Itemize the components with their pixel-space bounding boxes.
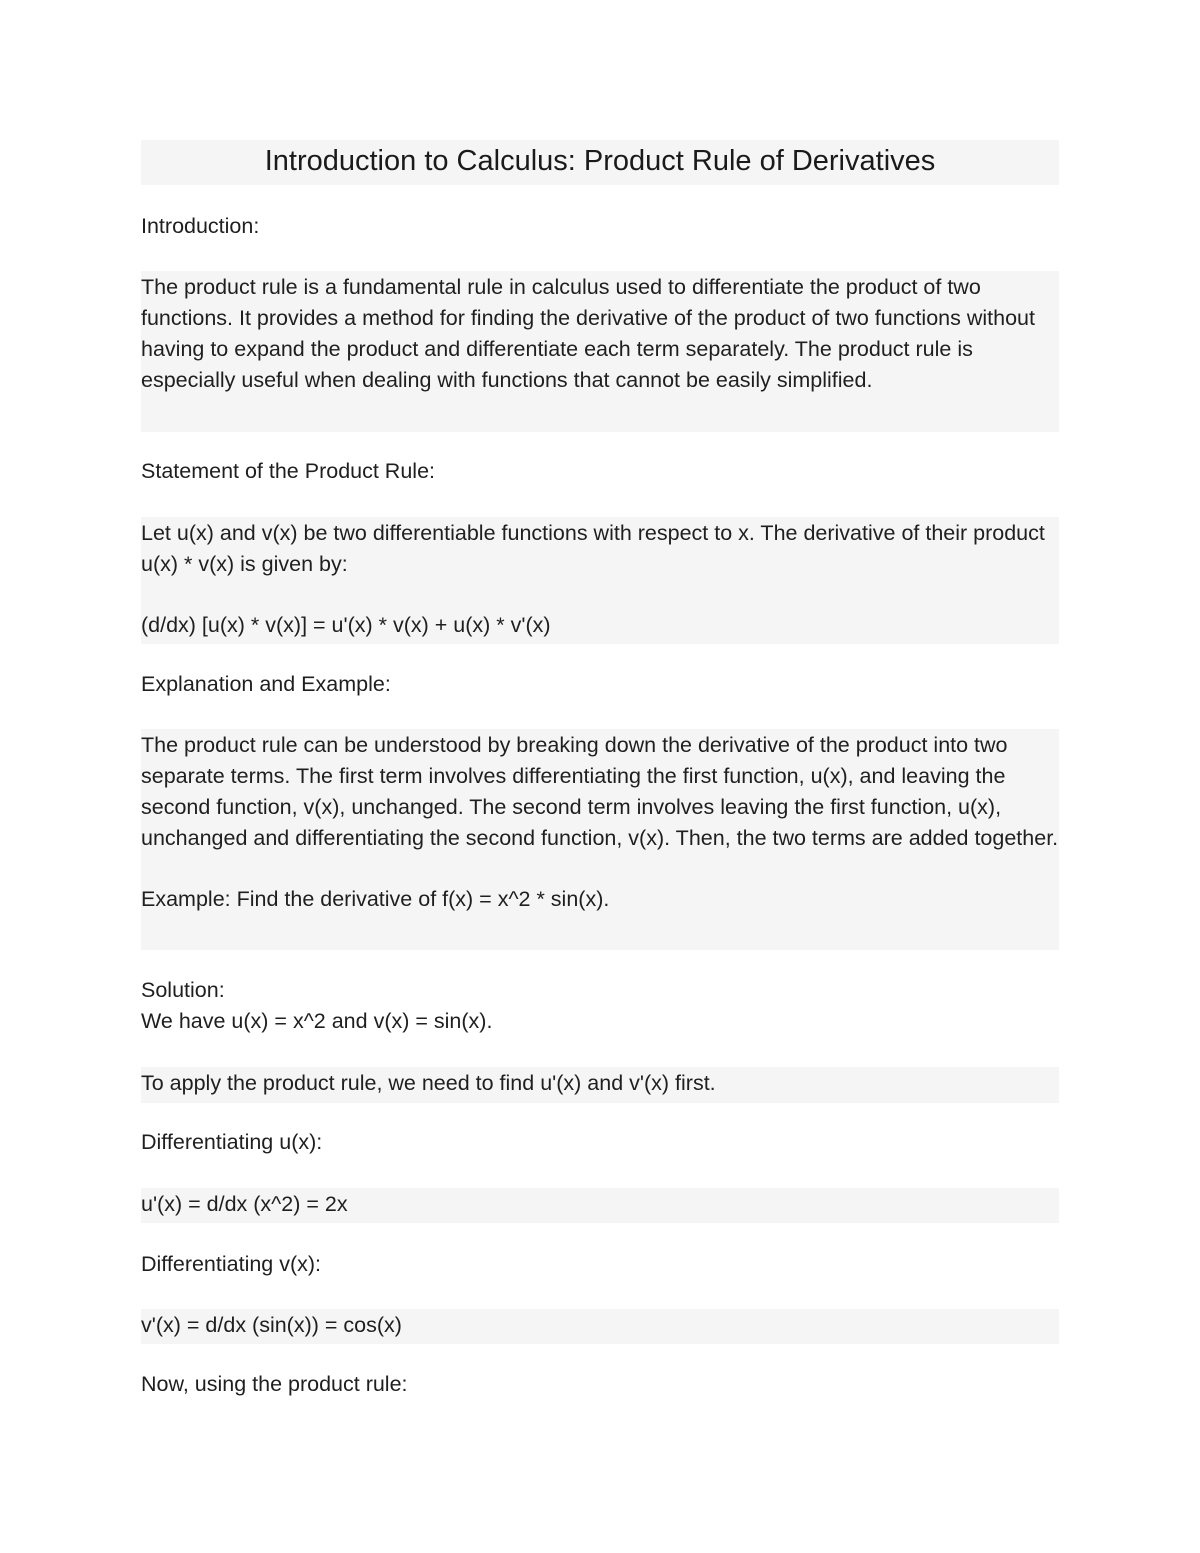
solution-text: We have u(x) = x^2 and v(x) = sin(x). (141, 1009, 493, 1033)
apply-text: To apply the product rule, we need to find u'(x) and v'(x) first. (141, 1067, 1059, 1103)
statement-formula: (d/dx) [u(x) * v(x)] = u'(x) * v(x) + u(x) * v'(x) (141, 613, 551, 637)
explanation-block (141, 729, 1059, 950)
explanation-gap (141, 854, 1059, 884)
statement-heading: Statement of the Product Rule: (141, 459, 435, 483)
diff-v-result: v'(x) = d/dx (sin(x)) = cos(x) (141, 1309, 1059, 1344)
diff-v-heading: Differentiating v(x): (141, 1252, 322, 1276)
intro-text: The product rule is a fundamental rule in calculus used to differentiate the product of two functions. It provides a method for finding the derivative of the product of two functions without having to expand the product and differentiate each term separately. The product rule is especially useful when dealing with functions that cannot be easily simplified. (141, 275, 1035, 392)
diff-u-result: u'(x) = d/dx (x^2) = 2x (141, 1188, 1059, 1223)
now-text: Now, using the product rule: (141, 1372, 408, 1396)
statement-gap (141, 580, 1059, 610)
diff-u-heading: Differentiating u(x): (141, 1130, 323, 1154)
statement-block (141, 517, 1059, 644)
intro-paragraph (141, 271, 1059, 432)
document-title: Introduction to Calculus: Product Rule of Derivatives (141, 140, 1059, 185)
intro-heading: Introduction: (141, 214, 260, 238)
solution-heading: Solution: (141, 978, 225, 1002)
example-text: Example: Find the derivative of f(x) = x^2 * sin(x). (141, 887, 610, 911)
explanation-text: The product rule can be understood by breaking down the derivative of the product into two separate terms. The first term involves differentiating the first function, u(x), and leaving the second function, v(x), unchanged. The second term involves leaving the first function, u(x), unchanged and differentiating the second function, v(x). Then, the two terms are added together. (141, 733, 1059, 850)
explanation-heading: Explanation and Example: (141, 672, 391, 696)
statement-text: Let u(x) and v(x) be two differentiable functions with respect to x. The derivative of their product u(x) * v(x) is given by: (141, 521, 1045, 576)
